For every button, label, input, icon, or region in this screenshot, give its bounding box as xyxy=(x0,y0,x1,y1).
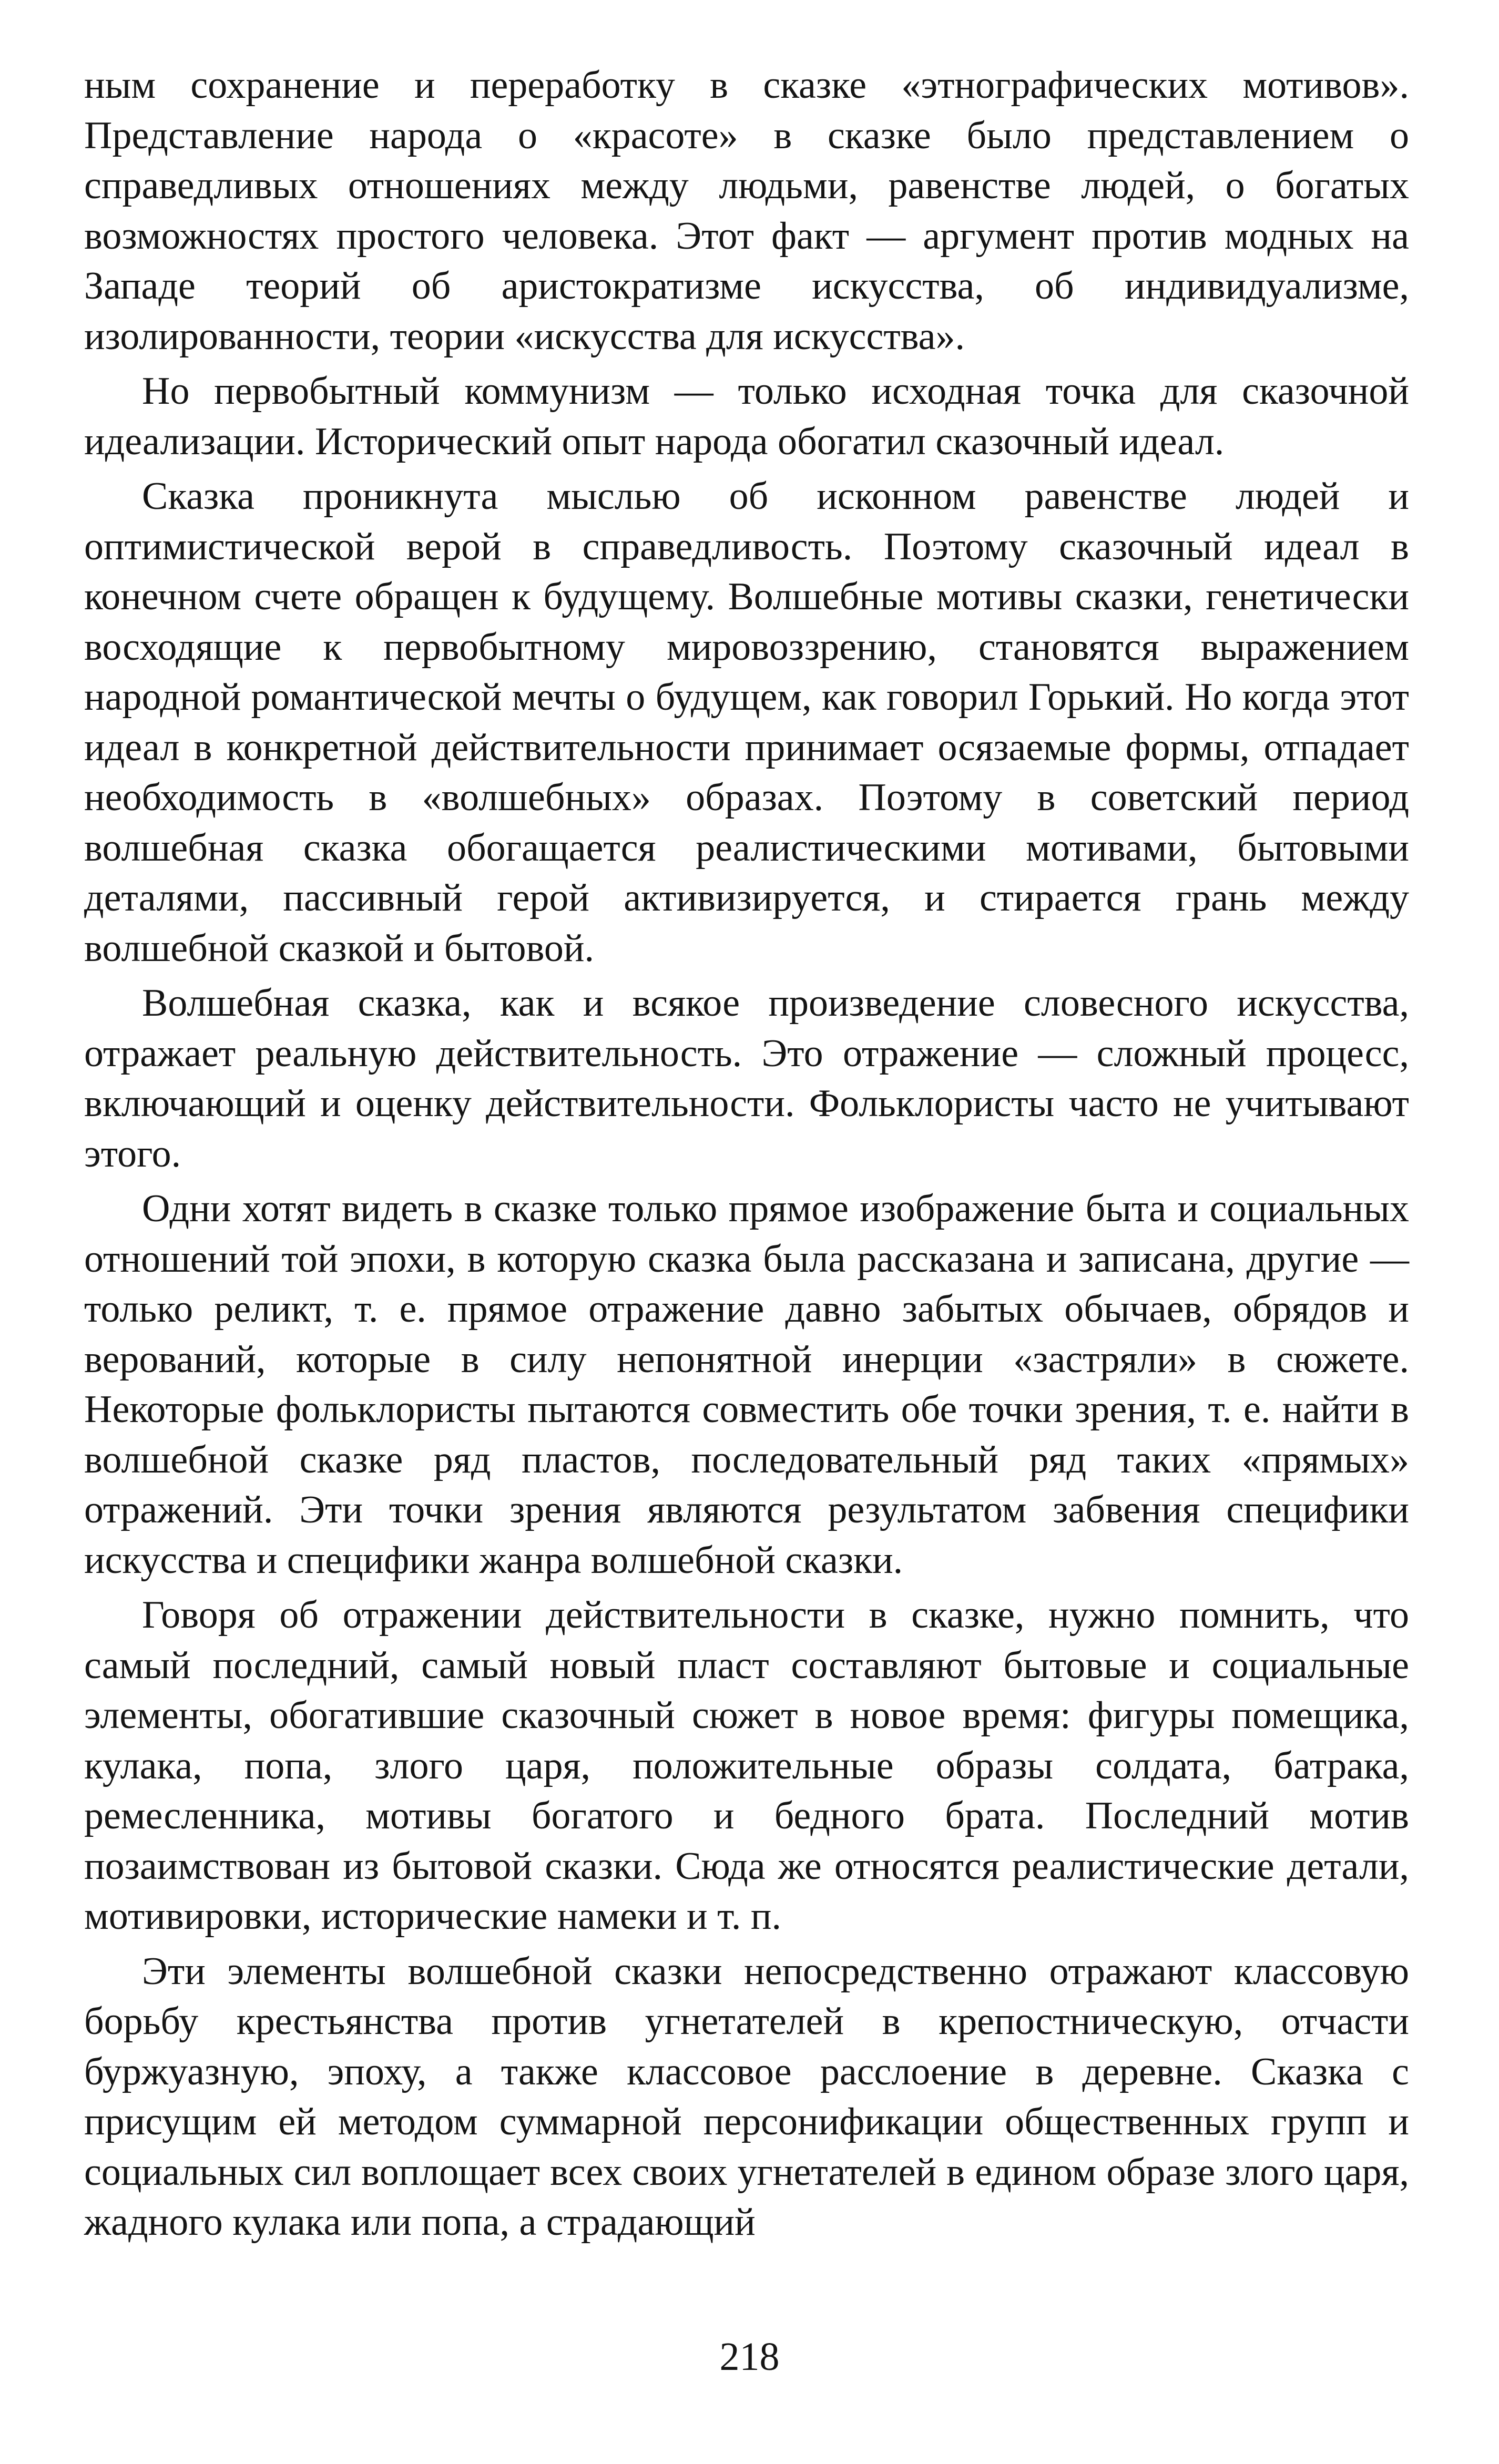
paragraph-4: Волшебная сказка, как и всякое произведение словесного искусства, отражает реальную действительность. Это отражение — сложный процесс, включающий и оценку действительности. Фольклористы часто не учитывают этого. xyxy=(84,981,1409,1175)
page-number: 218 xyxy=(719,2335,780,2379)
paragraph-2: Но первобытный коммунизм — только исходная точка для сказочной идеализации. Исторический опыт народа обогатил сказочный идеал. xyxy=(84,370,1409,463)
paragraph-7: Эти элементы волшебной сказки непосредственно отражают классовую борьбу крестьянства против угнетателей в крепостническую, отчасти буржуазную, эпоху, а также классовое расслоение в деревне. Сказка с присущим ей методом суммарной персонификации общественных групп и социальных сил воплощает всех своих угнетателей в едином образе злого царя, жадного кулака или попа, а страдающий xyxy=(84,1949,1409,2244)
paragraph-6: Говоря об отражении действительности в сказке, нужно помнить, что самый последний, самый новый пласт составляют бытовые и социальные элементы, обогатившие сказочный сюжет в новое время: фигуры помещика, кулака, попа, злого царя, положительные образы солдата, батрака, ремесленника, мотивы богатого и бедного брата. Последний мотив позаимствован из бытовой сказки. Сюда же относятся реалистические детали, мотивировки, исторические намеки и т. п. xyxy=(84,1593,1409,1938)
page-body xyxy=(84,60,1409,2253)
paragraph-1: ным сохранение и переработку в сказке «этнографических мотивов». Представление народа о «красоте» в сказке было представлением о справедливых отношениях между людьми, равенстве людей, о богатых возможностях простого человека. Этот факт — аргумент против модных на Западе теорий об аристократизме искусства, об индивидуализме, изолированности, теории «искусства для искусства». xyxy=(84,64,1409,358)
paragraph-5: Одни хотят видеть в сказке только прямое изображение быта и социальных отношений той эпохи, в которую сказка была рассказана и записана, другие — только реликт, т. е. прямое отражение давно забытых обычаев, обрядов и верований, которые в силу непонятной инерции «застряли» в сюжете. Некоторые фольклористы пытаются совместить обе точки зрения, т. е. найти в волшебной сказке ряд пластов, последовательный ряд таких «прямых» отражений. Эти точки зрения являются результатом забвения специфики искусства и специфики жанра волшебной сказки. xyxy=(84,1187,1409,1582)
paragraph-3: Сказка проникнута мыслью об исконном равенстве людей и оптимистической верой в справедливость. Поэтому сказочный идеал в конечном счете обращен к будущему. Волшебные мотивы сказки, генетически восходящие к первобытному мировоззрению, становятся выражением народной романтической мечты о будущем, как говорил Горький. Но когда этот идеал в конкретной действительности принимает осязаемые формы, отпадает необходимость в «волшебных» образах. Поэтому в советский период волшебная сказка обогащается реалистическими мотивами, бытовыми деталями, пассивный герой активизируется, и стирается грань между волшебной сказкой и бытовой. xyxy=(84,475,1409,970)
